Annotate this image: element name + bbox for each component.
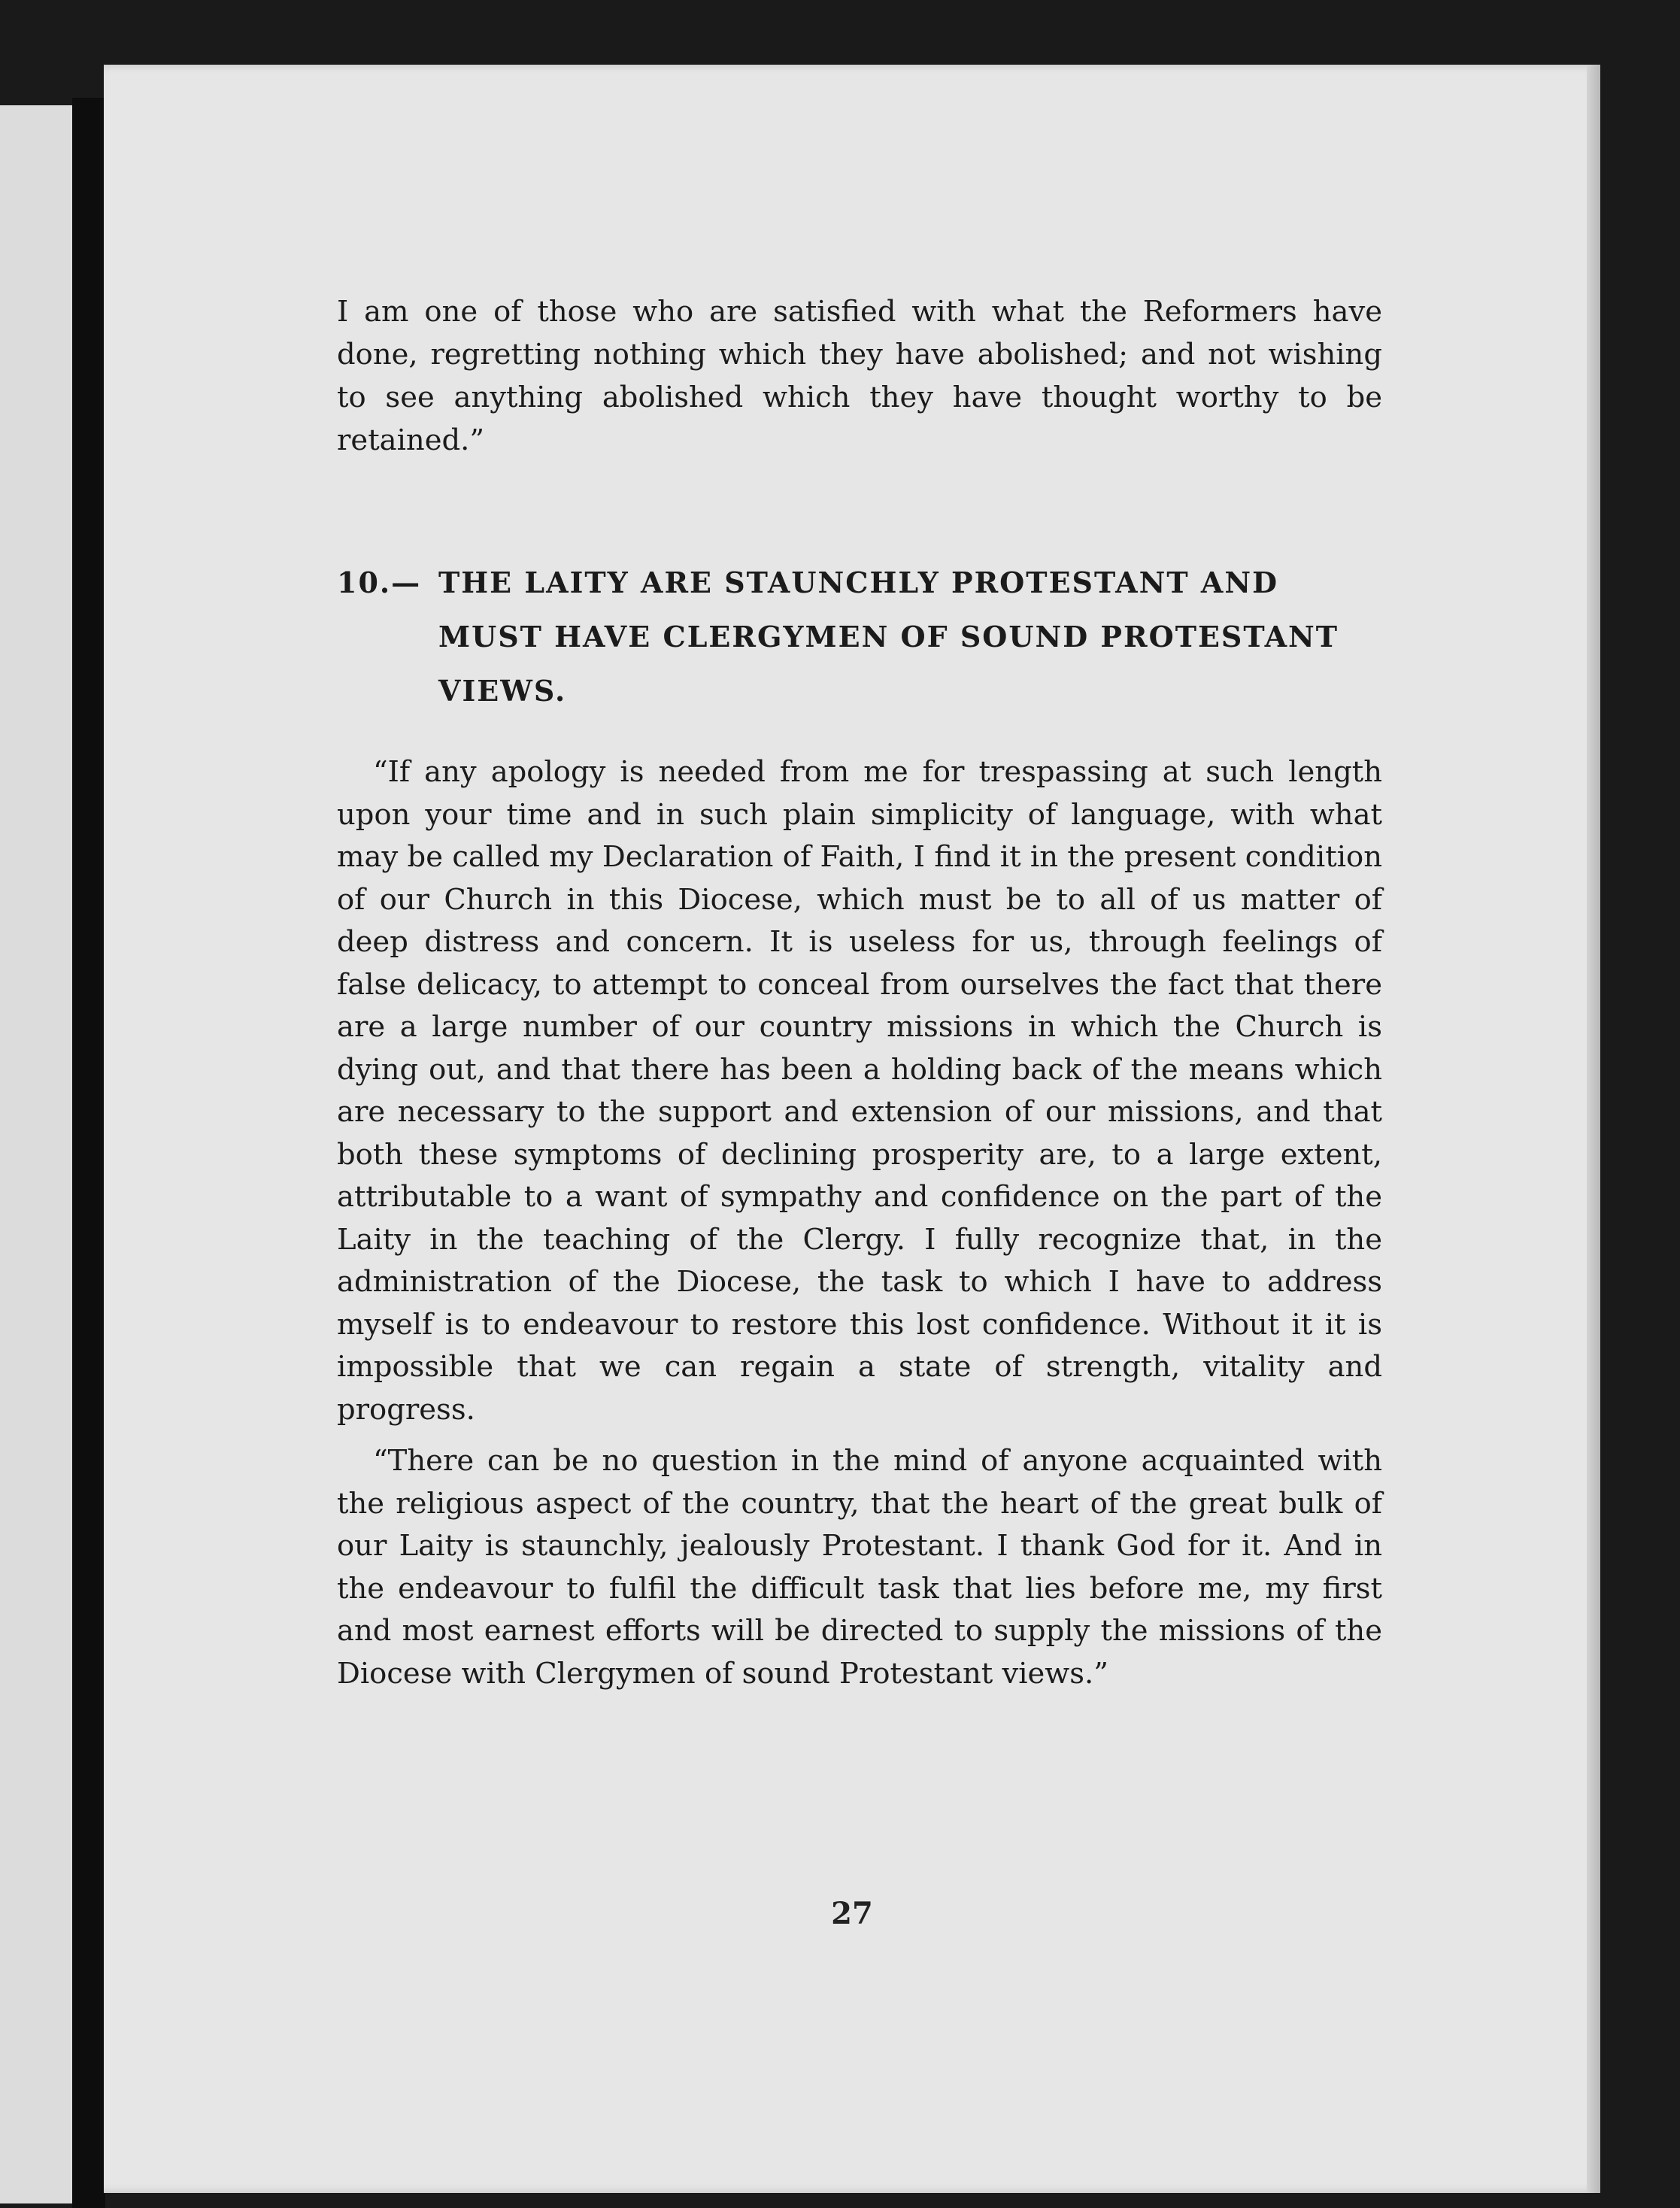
page-edge-shadow (1587, 65, 1600, 2193)
section-heading (337, 556, 1382, 718)
book-page (104, 65, 1600, 2193)
section-title: THE LAITY ARE STAUNCHLY PROTESTANT AND MUST HAVE CLERGYMEN OF SOUND PROTESTANT VIEWS. (438, 566, 1339, 708)
page-text (337, 290, 1382, 1695)
intro-paragraph: I am one of those who are satisfied with what the Reformers have done, regretting nothing which they have abolished; and not wishing to see anything abolished which they have thought worthy to be retained.” (337, 295, 1382, 457)
page-number: 27 (831, 1896, 873, 1931)
quote-paragraph-2: “There can be no question in the mind of anyone acquainted with the religious aspect of the country, that the heart of the great bulk of our Laity is staunchly, jealously Protestant. I thank God for it. And in the endeavour to fulfil the difficult task that lies before me, my first and most earnest efforts will be directed to supply the missions of the Diocese with Clergymen of sound Protestant views.” (337, 1444, 1382, 1691)
quote-paragraph-1: “If any apology is needed from me for trespassing at such length upon your time and in such plain simplicity of language, with what may be called my Declaration of Faith, I find it in the present condition of our Church in this Diocese, which must be to all of us matter of deep distress and concern. It is useless for us, through feelings of false delicacy, to attempt to conceal from ourselves the fact that there are a large number of our country missions in which the Church is dying out, and that there has been a holding back of the means which are necessary to the support and extension of our missions, and that both these symptoms of declining prosperity are, to a large extent, attributable to a want of sympathy and confidence on the part of the Laity in the teaching of the Clergy. I fully recognize that, in the administration of the Diocese, the task to which I have to address myself is to endeavour to restore this lost confidence. Without it it is impossible that we can regain a state of strength, vitality and progress. (337, 755, 1382, 1427)
book-gutter (72, 98, 105, 2208)
facing-page-edge (0, 105, 75, 2203)
section-number: 10.— (337, 566, 422, 599)
